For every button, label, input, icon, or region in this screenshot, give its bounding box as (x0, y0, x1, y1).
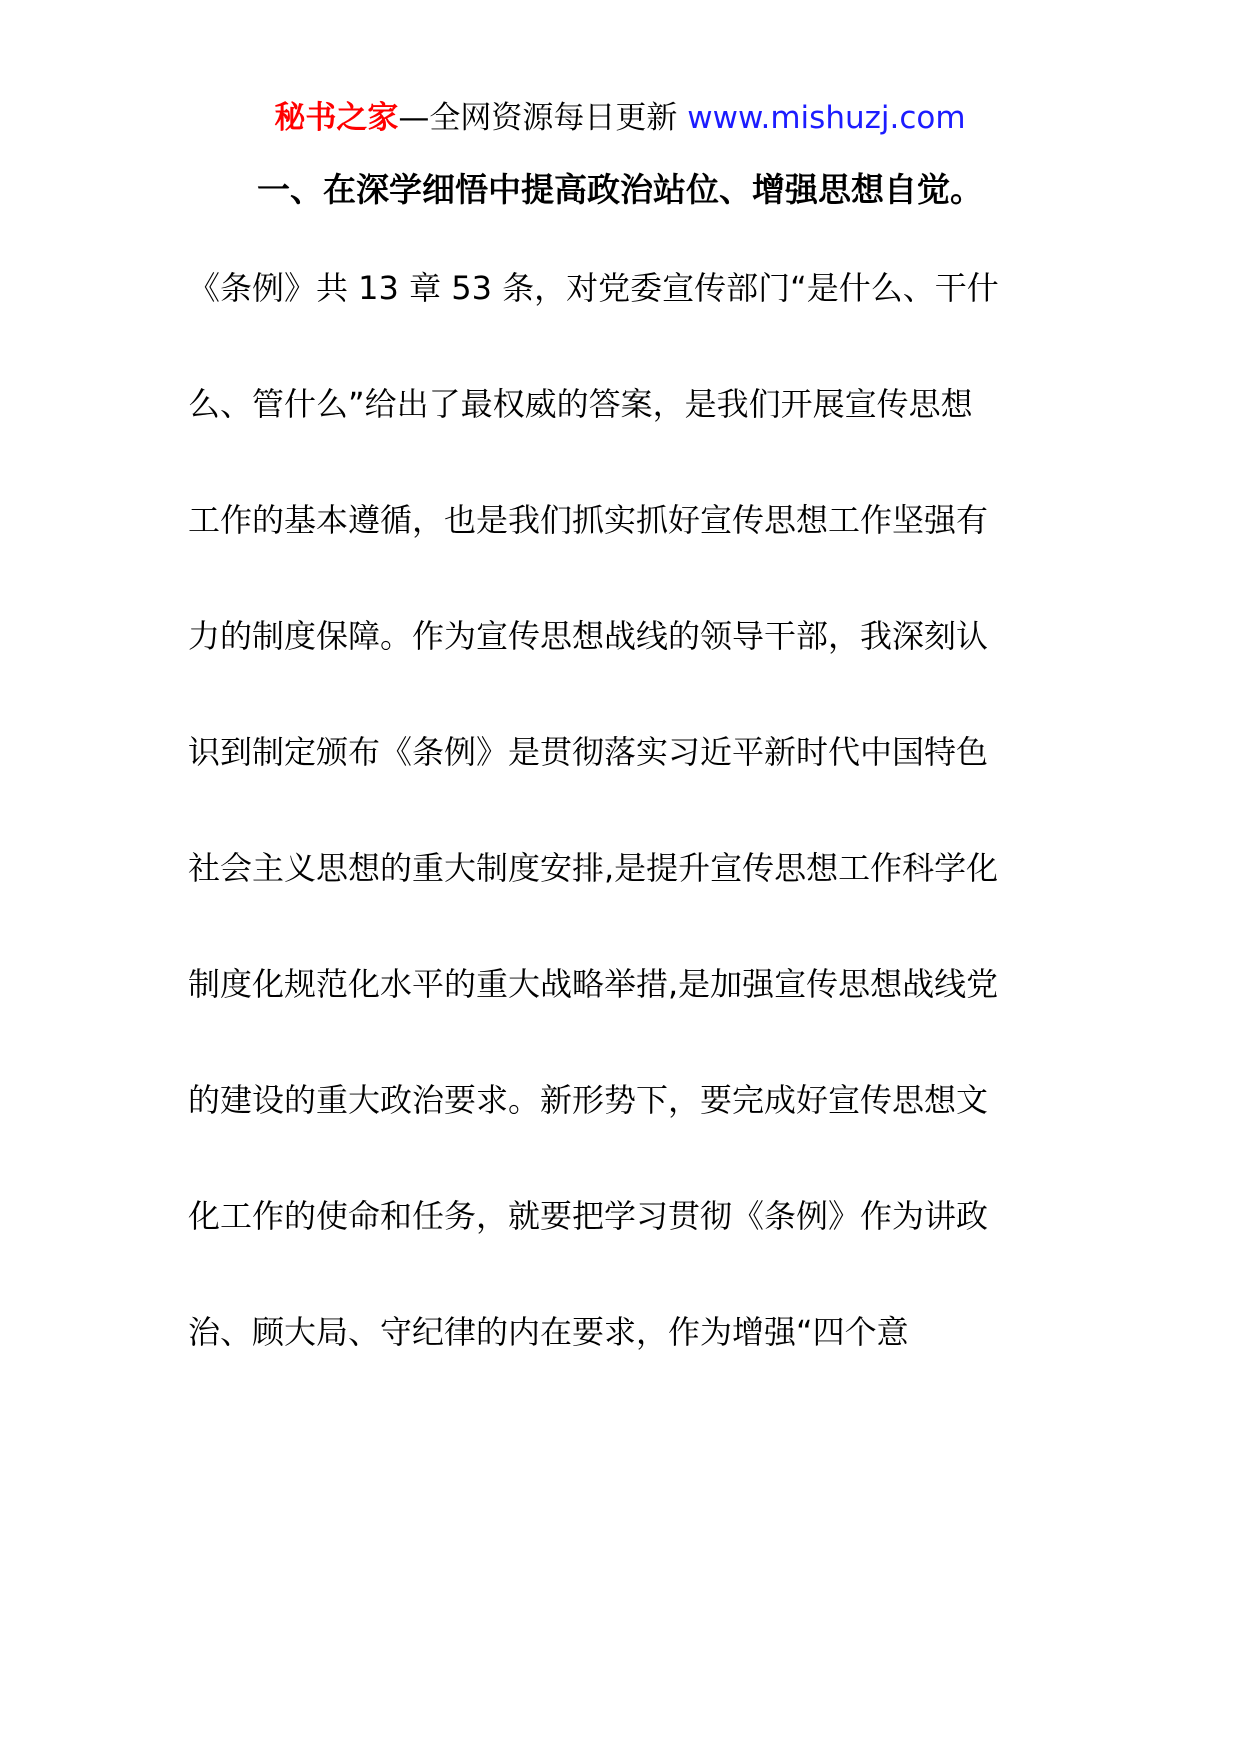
paragraph-line: 识到制定颁布《条例》是贯彻落实习近平新时代中国特色 (188, 733, 989, 771)
paragraph-line: 社会主义思想的重大制度安排,是提升宣传思想工作科学化 (188, 849, 999, 887)
brand-name: 秘书之家 (274, 100, 399, 136)
paragraph-line: 么、管什么”给出了最权威的答案，是我们开展宣传思想 (188, 385, 973, 423)
paragraph-line: 的建设的重大政治要求。新形势下，要完成好宣传思想文 (188, 1081, 989, 1119)
paragraph-line: 制度化规范化水平的重大战略举措,是加强宣传思想战线党 (188, 965, 999, 1003)
header-tagline: —全网资源每日更新 (398, 100, 678, 136)
paragraph-line: 《条例》共 13 章 53 条，对党委宣传部门“是什么、干什 (188, 269, 999, 307)
site-url-link[interactable]: www.mishuzj.com (687, 100, 966, 136)
paragraph-line: 力的制度保障。作为宣传思想战线的领导干部，我深刻认 (188, 617, 989, 655)
paragraph-line: 治、顾大局、守纪律的内在要求，作为增强“四个意 (188, 1313, 909, 1351)
section-heading: 一、在深学细悟中提高政治站位、增强思想自觉。 (257, 170, 983, 209)
paragraph-line: 化工作的使命和任务，就要把学习贯彻《条例》作为讲政 (188, 1197, 989, 1235)
site-header (0, 98, 1240, 138)
paragraph-line: 工作的基本遵循，也是我们抓实抓好宣传思想工作坚强有 (188, 501, 989, 539)
